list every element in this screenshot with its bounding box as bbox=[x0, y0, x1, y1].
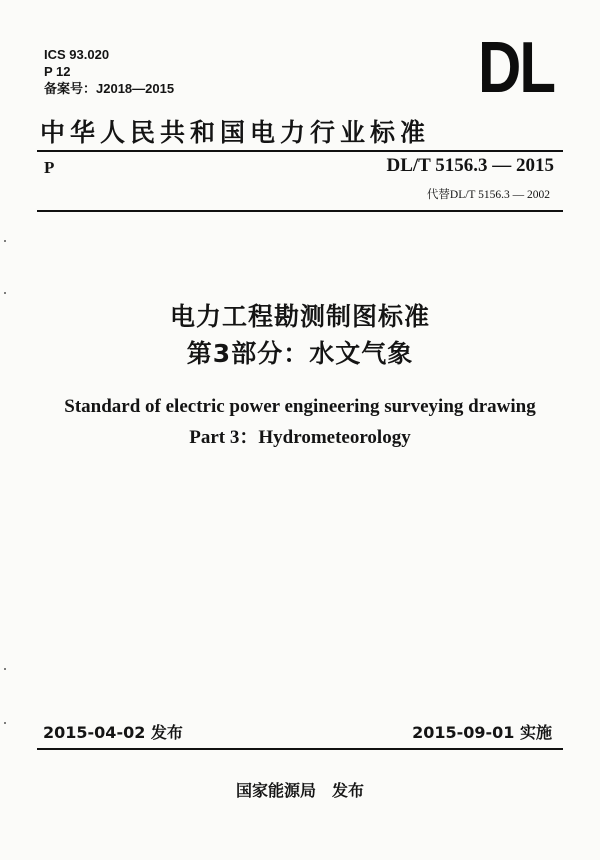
classification-mark: P bbox=[44, 158, 55, 177]
title-cn-line2: 第3部分：水文气象 bbox=[186, 339, 414, 368]
issuer-line bbox=[0, 778, 600, 801]
scan-speck bbox=[4, 240, 6, 242]
scan-speck bbox=[4, 292, 6, 294]
ics-code: ICS 93.020 bbox=[44, 47, 110, 62]
issuer-name: 国家能源局 bbox=[235, 781, 316, 800]
top-rule bbox=[37, 150, 563, 152]
record-number: 备案号：J2018—2015 bbox=[44, 81, 175, 96]
replaces-note: 代替DL/T 5156.3 — 2002 bbox=[426, 189, 550, 201]
issuer-action: 发布 bbox=[332, 781, 365, 800]
category-code: P 12 bbox=[44, 64, 71, 79]
title-en-line1: Standard of electric power engineering surveying drawing bbox=[64, 396, 536, 417]
dl-logo: DL bbox=[478, 27, 554, 108]
implement-date: 2015-09-01 实施 bbox=[412, 723, 552, 742]
bottom-rule bbox=[37, 748, 563, 750]
title-en-line2: Part 3：Hydrometeorology bbox=[189, 427, 411, 448]
title-cn-line1: 电力工程勘测制图标准 bbox=[169, 302, 430, 331]
scan-speck bbox=[4, 668, 6, 670]
standard-number: DL/T 5156.3 — 2015 bbox=[386, 155, 554, 176]
industry-standard-title: 中华人民共和国电力行业标准 bbox=[40, 118, 431, 147]
scan-speck bbox=[4, 722, 6, 724]
header-bottom-rule bbox=[37, 210, 563, 212]
publish-date: 2015-04-02 发布 bbox=[43, 723, 183, 742]
